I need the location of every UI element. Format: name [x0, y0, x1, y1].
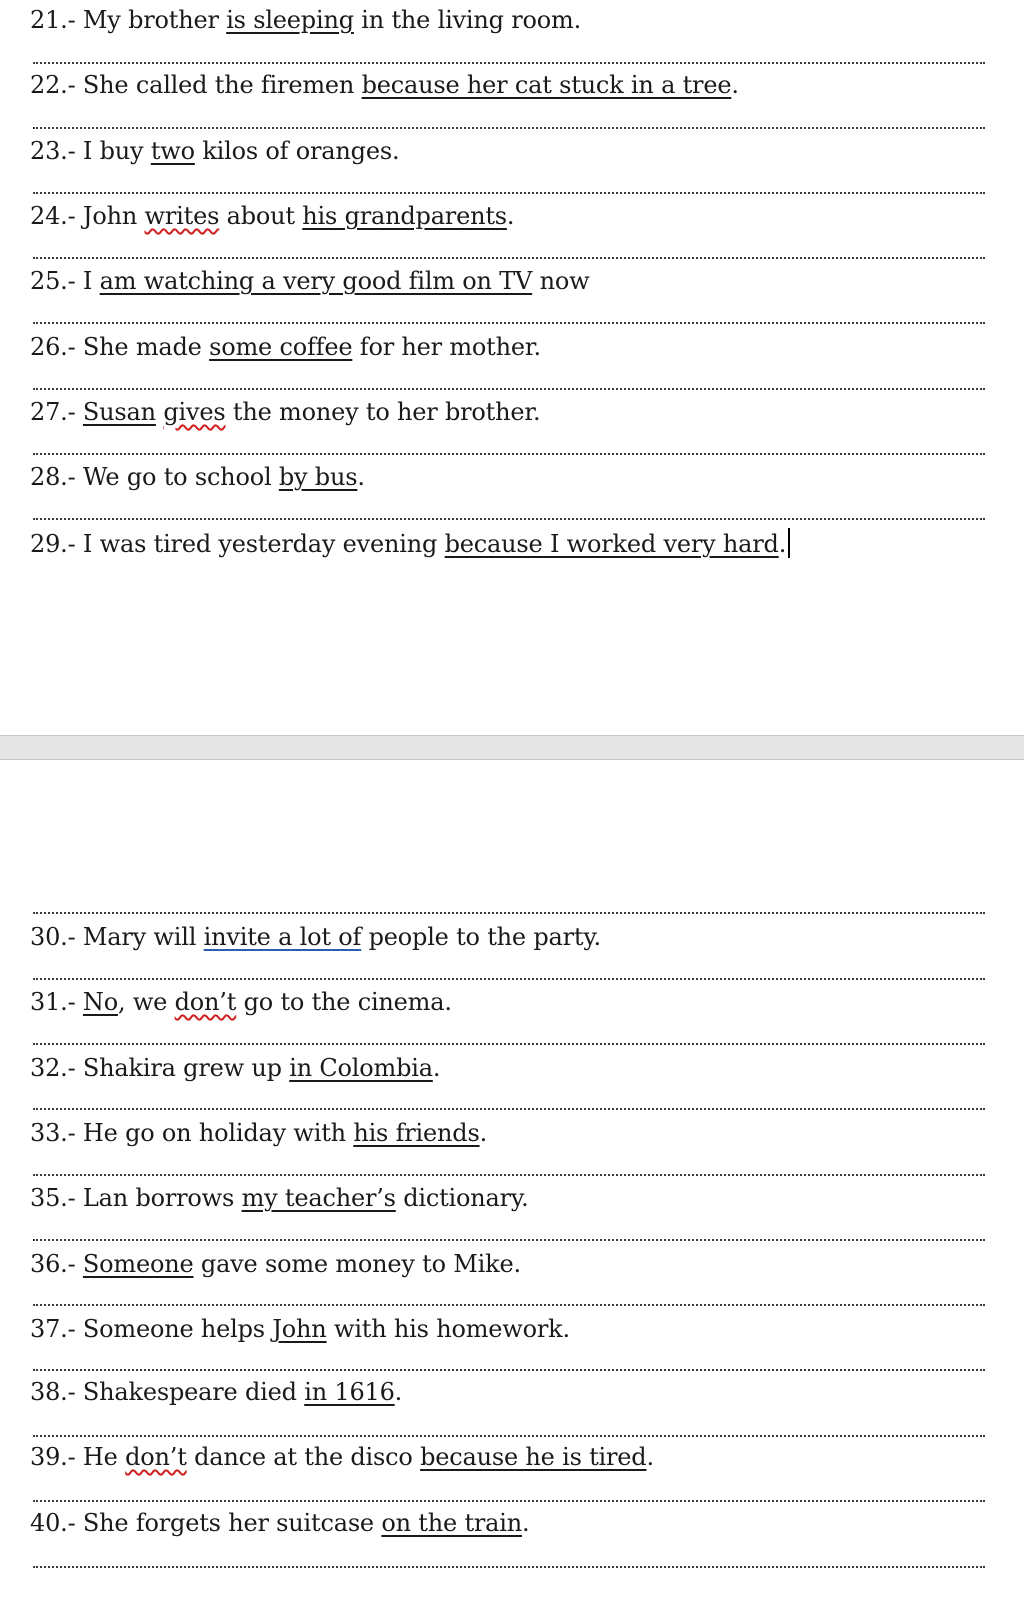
sentence-text: Mary will [82, 923, 204, 951]
page-break-gap [0, 735, 1024, 760]
answer-dotted-line[interactable] [33, 453, 985, 455]
exercise-sentence [30, 266, 589, 296]
underlined-phrase: because I worked very hard [444, 530, 779, 558]
exercise-number: 32.- [30, 1054, 83, 1082]
underlined-phrase: Susan [82, 398, 156, 426]
exercise-sentence [30, 136, 399, 166]
sentence-text: . [479, 1119, 488, 1147]
exercise-number: 29.- [30, 530, 83, 558]
sentence-text: I [82, 267, 100, 295]
spelling-flagged-word: gives [163, 398, 226, 426]
exercise-number: 23.- [30, 137, 83, 165]
answer-dotted-line[interactable] [33, 1174, 985, 1176]
exercise-number: 37.- [30, 1315, 83, 1343]
exercise-sentence [30, 5, 581, 35]
answer-dotted-line[interactable] [33, 1435, 985, 1437]
sentence-text: . [646, 1443, 654, 1471]
answer-dotted-line[interactable] [33, 1500, 985, 1502]
sentence-text: the money to her brother. [225, 398, 541, 426]
exercise-number: 40.- [30, 1509, 83, 1537]
answer-dotted-line[interactable] [33, 912, 985, 914]
underlined-phrase: two [150, 137, 195, 165]
answer-dotted-line[interactable] [33, 518, 985, 520]
sentence-text: . [778, 530, 787, 558]
document-page-1[interactable] [0, 0, 1024, 735]
answer-dotted-line[interactable] [33, 1239, 985, 1241]
answer-dotted-line[interactable] [33, 322, 985, 324]
exercise-sentence [30, 1377, 402, 1407]
exercise-number: 24.- [30, 202, 83, 230]
sentence-text: gave some money to Mike. [193, 1250, 521, 1278]
sentence-text: about [219, 202, 303, 230]
exercise-sentence [30, 1053, 440, 1083]
spelling-flagged-word: don’t [125, 1443, 187, 1471]
exercise-sentence [30, 1249, 521, 1279]
sentence-text: go to the cinema. [236, 988, 452, 1016]
exercise-sentence [30, 462, 365, 492]
exercise-number: 30.- [30, 923, 83, 951]
exercise-sentence [30, 987, 452, 1017]
sentence-text: Shakira grew up [82, 1054, 290, 1082]
answer-dotted-line[interactable] [33, 388, 985, 390]
exercise-number: 22.- [30, 71, 83, 99]
exercise-number: 31.- [30, 988, 83, 1016]
underlined-phrase: because he is tired [420, 1443, 647, 1471]
sentence-text: He [82, 1443, 126, 1471]
sentence-text: kilos of oranges. [194, 137, 400, 165]
sentence-text: . [506, 202, 515, 230]
sentence-text: I was tired yesterday evening [82, 530, 445, 558]
underlined-phrase: in Colombia [289, 1054, 433, 1082]
exercise-sentence [30, 1183, 529, 1213]
exercise-number: 21.- [30, 6, 83, 34]
sentence-text: . [731, 71, 739, 99]
answer-dotted-line[interactable] [33, 257, 985, 259]
sentence-text: . [432, 1054, 441, 1082]
underlined-phrase: in 1616 [304, 1378, 395, 1406]
answer-dotted-line[interactable] [33, 127, 985, 129]
exercise-sentence [30, 70, 739, 100]
exercise-number: 36.- [30, 1250, 83, 1278]
answer-dotted-line[interactable] [33, 978, 985, 980]
answer-dotted-line[interactable] [33, 62, 985, 64]
answer-dotted-line[interactable] [33, 1369, 985, 1371]
sentence-text: dance at the disco [186, 1443, 421, 1471]
exercise-sentence [30, 922, 601, 952]
underlined-phrase: because her cat stuck in a tree [361, 71, 732, 99]
exercise-number: 33.- [30, 1119, 83, 1147]
sentence-text: people to the party. [361, 923, 601, 951]
sentence-text: . [522, 1509, 530, 1537]
sentence-text: Lan borrows [82, 1184, 242, 1212]
exercise-number: 28.- [30, 463, 83, 491]
sentence-text: She made [82, 333, 210, 361]
sentence-text: She called the firemen [82, 71, 362, 99]
sentence-text: Someone helps [82, 1315, 273, 1343]
sentence-text: Shakespeare died [82, 1378, 305, 1406]
underlined-phrase: his grandparents [302, 202, 507, 230]
exercise-number: 26.- [30, 333, 83, 361]
underlined-phrase: by bus [278, 463, 358, 491]
sentence-text: My brother [82, 6, 227, 34]
exercise-sentence [30, 397, 540, 427]
sentence-text: now [532, 267, 590, 295]
sentence-text: . [394, 1378, 403, 1406]
sentence-text: She forgets her suitcase [82, 1509, 382, 1537]
sentence-text: We go to school [82, 463, 279, 491]
exercise-number: 38.- [30, 1378, 83, 1406]
exercise-sentence [30, 1508, 529, 1538]
answer-dotted-line[interactable] [33, 1108, 985, 1110]
sentence-text: with his homework. [326, 1315, 570, 1343]
exercise-number: 35.- [30, 1184, 83, 1212]
exercise-sentence [30, 1314, 570, 1344]
answer-dotted-line[interactable] [33, 1566, 985, 1568]
underlined-phrase: Someone [82, 1250, 194, 1278]
exercise-sentence [30, 201, 514, 231]
underlined-phrase: his friends [353, 1119, 480, 1147]
document-page-2[interactable] [0, 760, 1024, 1600]
underlined-phrase: is sleeping [226, 6, 354, 34]
text-cursor [788, 528, 790, 558]
underlined-phrase: John [272, 1315, 327, 1343]
underlined-phrase: on the train [381, 1509, 523, 1537]
underlined-phrase: some coffee [209, 333, 353, 361]
exercise-number: 39.- [30, 1443, 83, 1471]
sentence-text: in the living room. [353, 6, 581, 34]
sentence-text: dictionary. [395, 1184, 529, 1212]
exercise-sentence [30, 1118, 487, 1148]
exercise-sentence [30, 1442, 654, 1472]
sentence-text: for her mother. [352, 333, 541, 361]
exercise-number: 27.- [30, 398, 83, 426]
sentence-text: , we [117, 988, 175, 1016]
sentence-text: . [357, 463, 365, 491]
grammar-marked-phrase: invite a lot of [203, 923, 362, 951]
exercise-sentence [30, 332, 541, 362]
sentence-text: He go on holiday with [82, 1119, 354, 1147]
exercise-sentence [30, 528, 790, 559]
underlined-phrase: No [82, 988, 118, 1016]
underlined-phrase: am watching a very good film on TV [99, 267, 533, 295]
spelling-flagged-word: writes [144, 202, 220, 230]
underlined-phrase: my teacher’s [241, 1184, 396, 1212]
sentence-text: John [82, 202, 145, 230]
answer-dotted-line[interactable] [33, 192, 985, 194]
answer-dotted-line[interactable] [33, 1043, 985, 1045]
sentence-text: I buy [82, 137, 151, 165]
answer-dotted-line[interactable] [33, 1304, 985, 1306]
spelling-flagged-word: don’t [174, 988, 237, 1016]
exercise-number: 25.- [30, 267, 83, 295]
